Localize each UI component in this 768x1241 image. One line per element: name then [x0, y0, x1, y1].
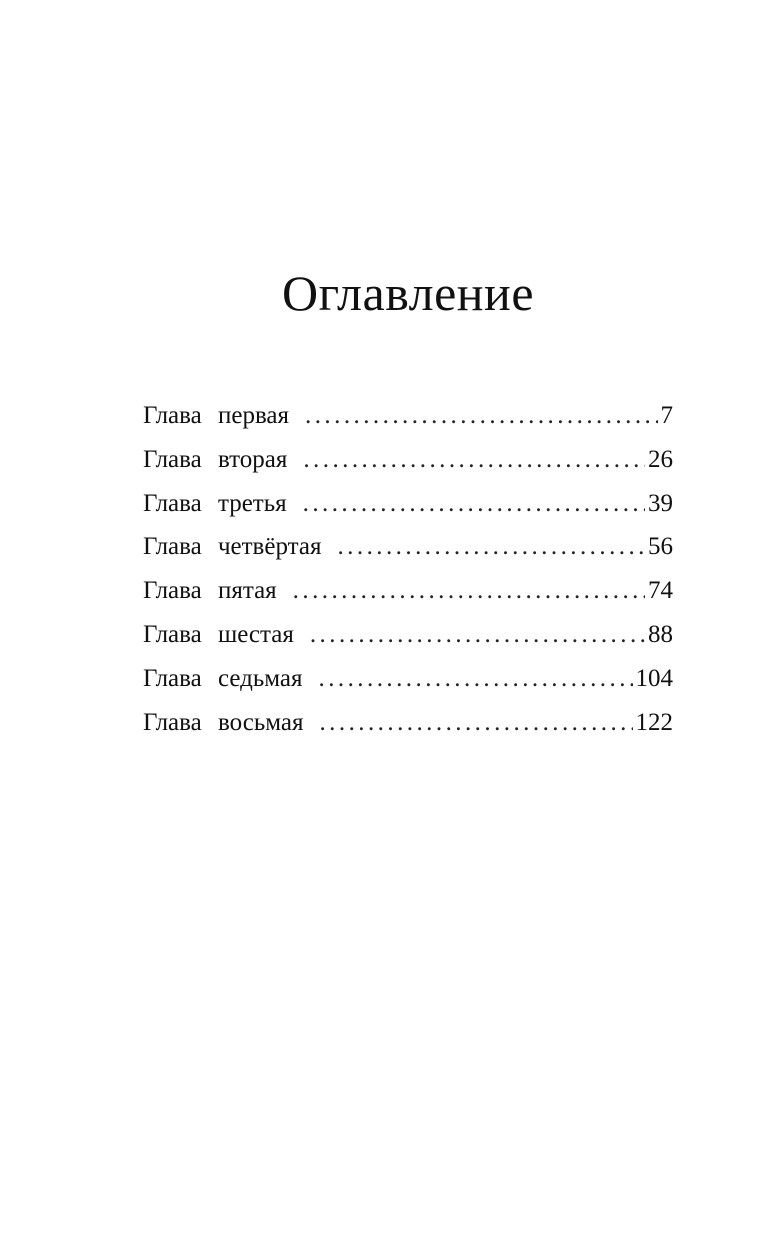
toc-dot-leader [293, 569, 645, 613]
toc-page-number: 74 [648, 577, 673, 605]
toc-entry [143, 657, 673, 701]
toc-chapter-title: Глава четвёртая [143, 533, 322, 561]
toc-chapter-title: Глава седьмая [143, 664, 303, 692]
toc-page-number: 56 [648, 533, 673, 561]
toc-entry [143, 394, 673, 438]
toc-dot-leader [305, 394, 657, 438]
toc-dot-leader [303, 482, 645, 526]
toc-dot-leader [337, 525, 645, 569]
toc-page-number: 26 [648, 445, 673, 473]
toc-entry [143, 613, 673, 657]
toc-chapter-title: Глава шестая [143, 620, 294, 648]
toc-dot-leader [319, 657, 633, 701]
toc-chapter-title: Глава третья [143, 489, 287, 517]
toc-entry [143, 482, 673, 526]
toc-entry [143, 438, 673, 482]
toc-dot-leader [310, 613, 645, 657]
toc-page-number: 104 [635, 664, 673, 692]
toc-page-number: 7 [660, 402, 673, 429]
toc-entry [143, 701, 673, 745]
toc-page-number: 122 [635, 708, 673, 736]
table-of-contents-list [143, 394, 673, 744]
toc-dot-leader [303, 438, 645, 482]
toc-chapter-title: Глава пятая [143, 577, 277, 605]
toc-page-number: 39 [648, 489, 673, 517]
table-of-contents-title: Оглавление [281, 265, 535, 321]
toc-chapter-title: Глава вторая [143, 445, 288, 473]
toc-dot-leader [319, 701, 632, 745]
toc-chapter-title: Глава первая [143, 402, 290, 429]
toc-chapter-title: Глава восьмая [143, 708, 304, 736]
toc-page-number: 88 [648, 620, 673, 648]
toc-entry [143, 569, 673, 613]
toc-entry [143, 525, 673, 569]
